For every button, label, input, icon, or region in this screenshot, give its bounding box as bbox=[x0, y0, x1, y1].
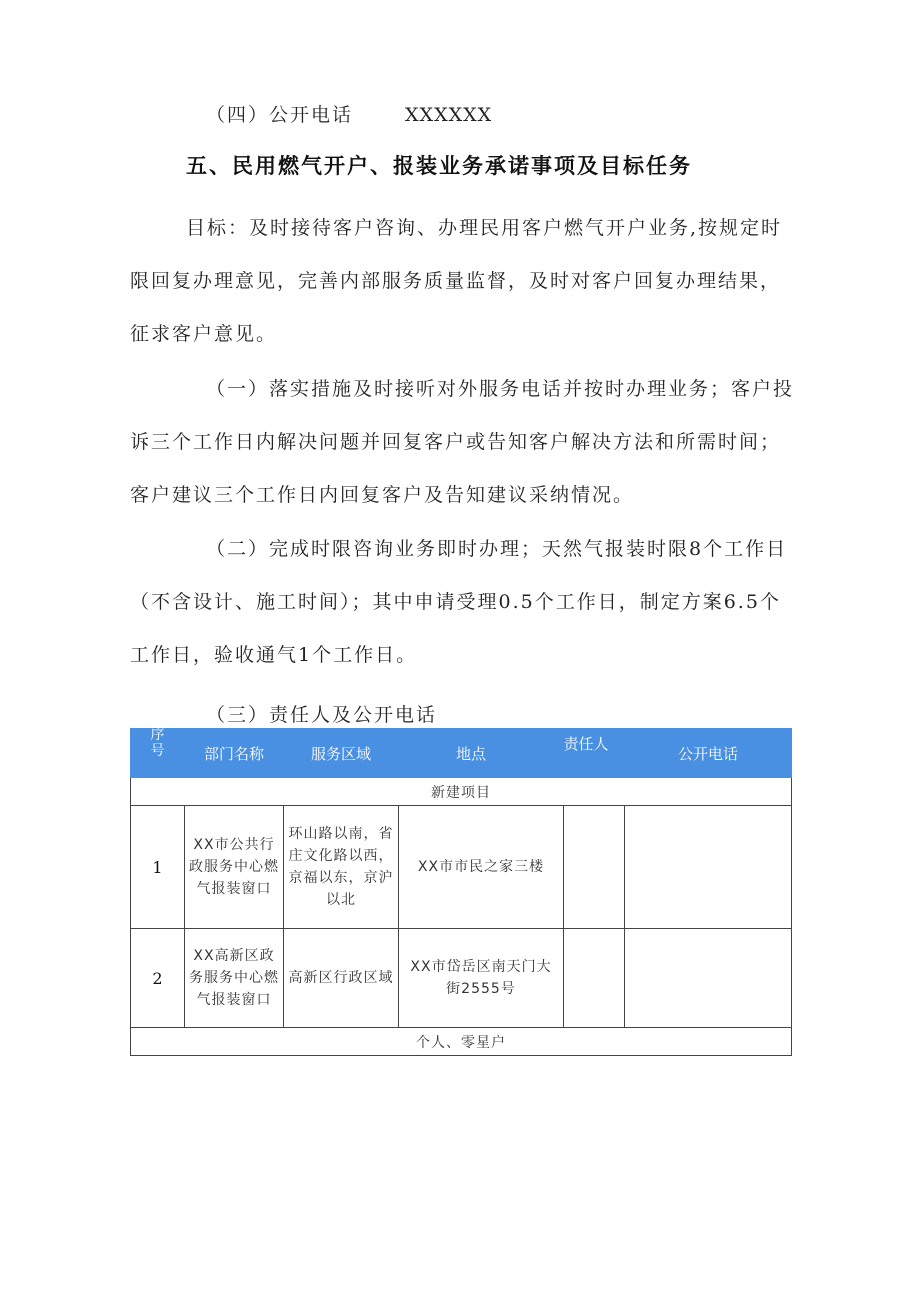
row-seq: 2 bbox=[131, 929, 185, 1028]
public-phone-line bbox=[206, 100, 492, 127]
section-new-label: 新建项目 bbox=[131, 778, 792, 806]
row-dept-text: XX高新区政务服务中心燃气报装窗口 bbox=[189, 948, 279, 1008]
goal-paragraph bbox=[130, 202, 796, 361]
row-phone bbox=[625, 806, 792, 929]
header-area: 服务区域 bbox=[284, 729, 399, 778]
row-place bbox=[399, 929, 564, 1028]
row-area-text: 环山路以南，省庄文化路以西，京福以东，京沪以北 bbox=[288, 826, 394, 908]
row-person bbox=[564, 929, 625, 1028]
section-heading: 五、民用燃气开户、报装业务承诺事项及目标任务 bbox=[186, 154, 692, 178]
row-place bbox=[399, 806, 564, 929]
responsibility-table bbox=[130, 728, 792, 1056]
row-dept-text: XX市公共行政服务中心燃气报装窗口 bbox=[189, 837, 279, 897]
table-row bbox=[131, 806, 792, 929]
item3-heading: （三）责任人及公开电话 bbox=[206, 704, 438, 726]
section-row-new bbox=[131, 778, 792, 806]
section-row-individual bbox=[131, 1028, 792, 1056]
row-seq: 1 bbox=[131, 806, 185, 929]
row-dept bbox=[185, 929, 284, 1028]
item1-text: （一）落实措施及时接听对外服务电话并按时办理业务；客户投诉三个工作日内解决问题并回复客户或告知客户解决方法和所需时间；客户建议三个工作日内回复客户及告知建议采纳情况。 bbox=[130, 378, 795, 506]
item2-text: （二）完成时限咨询业务即时办理；天然气报装时限8个工作日（不含设计、施工时间）；其中申请受理0.5个工作日，制定方案6.5个工作日，验收通气1个工作日。 bbox=[130, 538, 788, 666]
header-place-text: 地点 bbox=[455, 744, 486, 763]
header-seq-top: 序 bbox=[150, 727, 165, 743]
row-phone bbox=[625, 929, 792, 1028]
row-person bbox=[564, 806, 625, 929]
header-dept: 部门名称 bbox=[185, 729, 284, 778]
row-area bbox=[284, 929, 399, 1028]
item1-paragraph bbox=[130, 363, 796, 522]
table-header-row bbox=[131, 729, 792, 778]
row-area-text: 高新区行政区域 bbox=[288, 970, 394, 986]
goal-text: 目标：及时接待客户咨询、办理民用客户燃气开户业务,按规定时限回复办理意见，完善内部服务质量监督，及时对客户回复办理结果，征求客户意见。 bbox=[130, 217, 783, 345]
header-seq-bottom: 号 bbox=[150, 743, 165, 759]
header-person bbox=[564, 729, 625, 778]
item2-paragraph bbox=[130, 523, 796, 682]
public-phone-value: XXXXXX bbox=[405, 104, 493, 126]
row-dept bbox=[185, 806, 284, 929]
row-area bbox=[284, 806, 399, 929]
header-seq bbox=[131, 729, 185, 778]
row-place-text: XX市岱岳区南天门大街2555号 bbox=[410, 959, 552, 997]
header-phone: 公开电话 bbox=[625, 729, 792, 778]
header-person-text: 责任人 bbox=[563, 734, 609, 753]
table-row bbox=[131, 929, 792, 1028]
public-phone-label: （四）公开电话 bbox=[206, 104, 354, 126]
header-place bbox=[399, 729, 564, 778]
row-place-text: XX市市民之家三楼 bbox=[417, 859, 545, 875]
section-individual-label: 个人、零星户 bbox=[131, 1028, 792, 1056]
